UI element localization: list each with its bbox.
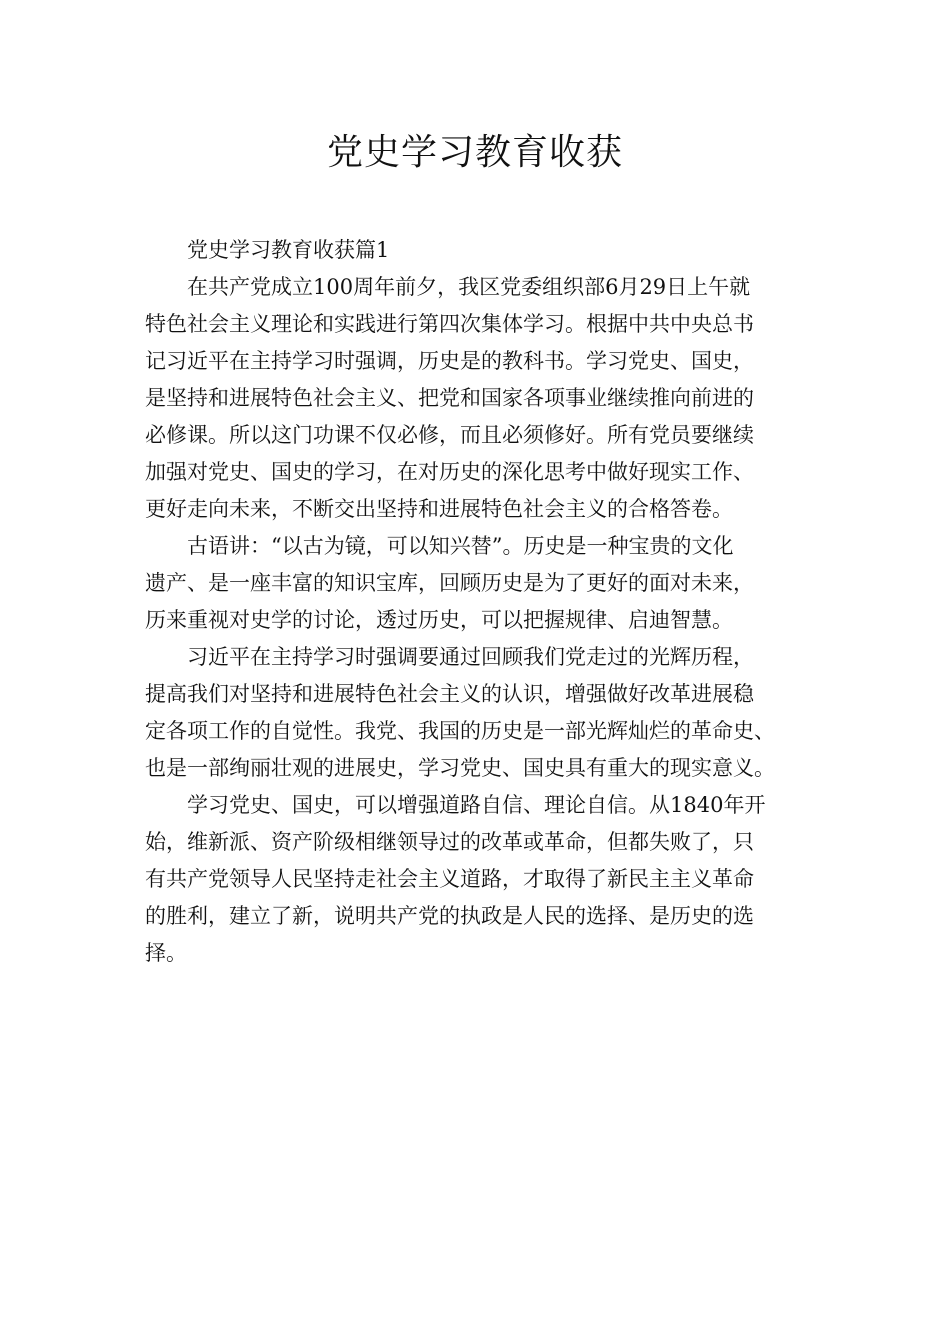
text-line: 在共产党成立100周年前夕，我区党委组织部6月29日上午就: [187, 275, 751, 299]
text-line: 定各项工作的自觉性。我党、我国的历史是一部光辉灿烂的革命史、: [145, 719, 775, 743]
text-line: 遗产、是一座丰富的知识宝库，回顾历史是为了更好的面对未来，: [145, 571, 754, 595]
text-line: 始，维新派、资产阶级相继领导过的改革或革命，但都失败了，只: [145, 830, 754, 854]
document-title: 党史学习教育收获: [326, 132, 623, 173]
text-line: 党史学习教育收获篇1: [187, 238, 390, 262]
text-line: 提高我们对坚持和进展特色社会主义的认识，增强做好改革进展稳: [145, 682, 754, 706]
document-body: [145, 232, 815, 972]
text-line: 古语讲：“以古为镜，可以知兴替”。历史是一种宝贵的文化: [187, 534, 734, 558]
text-line: 记习近平在主持学习时强调，历史是的教科书。学习党史、国史，: [145, 349, 754, 373]
text-line: 择。: [145, 941, 187, 965]
text-line: 加强对党史、国史的学习，在对历史的深化思考中做好现实工作、: [145, 460, 754, 484]
text-line: 学习党史、国史，可以增强道路自信、理论自信。从1840年开: [187, 793, 766, 817]
body-paragraph: [145, 269, 815, 528]
text-line: 更好走向未来，不断交出坚持和进展特色社会主义的合格答卷。: [145, 497, 733, 521]
text-line: 特色社会主义理论和实践进行第四次集体学习。根据中共中央总书: [145, 312, 754, 336]
text-line: 习近平在主持学习时强调要通过回顾我们党走过的光辉历程，: [187, 645, 754, 669]
text-line: 必修课。所以这门功课不仅必修，而且必须修好。所有党员要继续: [145, 423, 754, 447]
text-line: 也是一部绚丽壮观的进展史，学习党史、国史具有重大的现实意义。: [145, 756, 775, 780]
text-line: 的胜利，建立了新，说明共产党的执政是人民的选择、是历史的选: [145, 904, 754, 928]
body-paragraph: [145, 639, 815, 787]
body-paragraph: [145, 787, 815, 972]
text-line: 有共产党领导人民坚持走社会主义道路，才取得了新民主主义革命: [145, 867, 754, 891]
body-paragraph: [145, 528, 815, 639]
text-line: 历来重视对史学的讨论，透过历史，可以把握规律、启迪智慧。: [145, 608, 733, 632]
section-heading: [145, 232, 815, 269]
text-line: 是坚持和进展特色社会主义、把党和国家各项事业继续推向前进的: [145, 386, 754, 410]
